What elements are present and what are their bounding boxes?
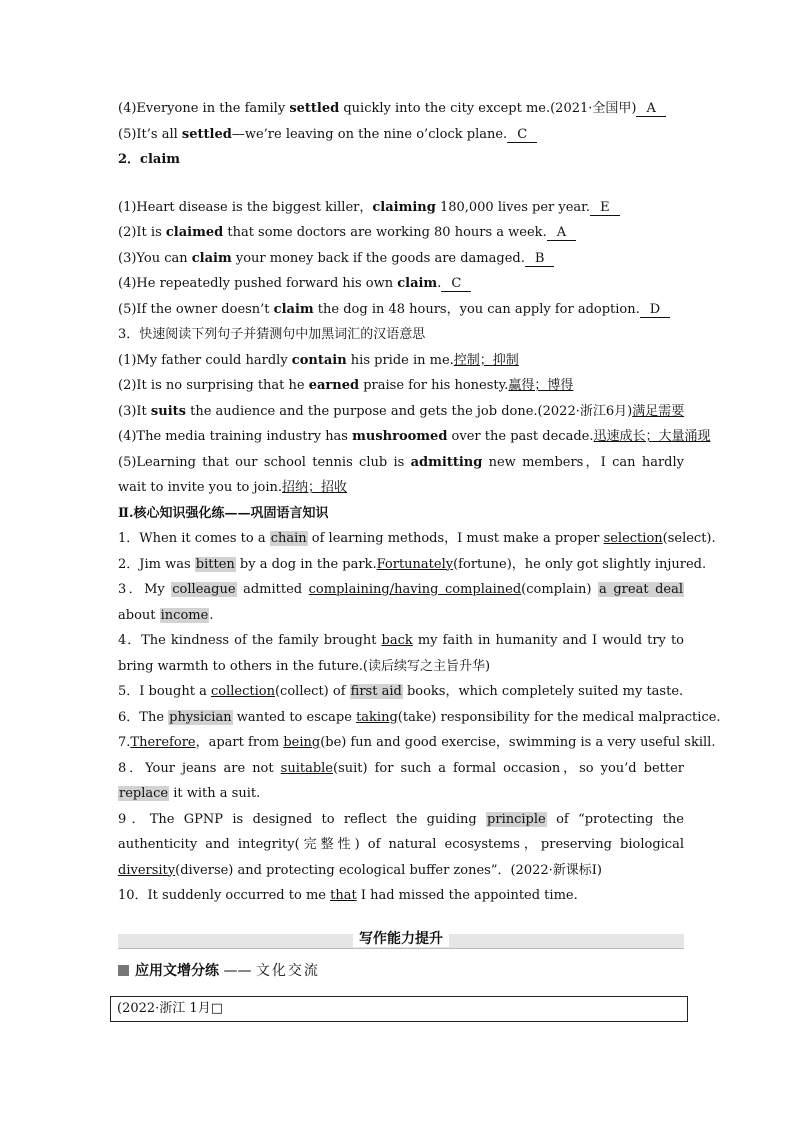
- answer: A: [636, 101, 665, 117]
- claim-item: (2)It is claimed that some doctors are working 80 hours a week. A: [118, 220, 684, 246]
- section-bar: [118, 928, 684, 949]
- section-bar-title: 写作能力提升: [353, 931, 449, 947]
- answer: 满足需要: [632, 403, 685, 419]
- answer: E: [590, 200, 620, 216]
- sentence-7: 7.Therefore，apart from being(be) fun and good exercise，swimming is a very useful skill.: [118, 735, 716, 750]
- sentence-1: 1．When it comes to a chain of learning methods，I must make a proper selection(select).: [118, 531, 716, 546]
- square-bullet-icon: [118, 965, 129, 976]
- sentence-9: 9．The GPNP is designed to reflect the guiding principle of “protecting the authenticity and integrity(完整性) of natural ecosystems，preserving biological diversity(diverse) and protecting ecological buffer zones”．(2022·新课标Ⅰ): [118, 811, 684, 878]
- sentence-2: 2．Jim was bitten by a dog in the park.Fortunately(fortune)，he only got slightly injured.: [118, 556, 707, 572]
- claim-item: (3)You can claim your money back if the goods are damaged. B: [118, 246, 684, 272]
- claim-item: (5)If the owner doesn’t claim the dog in 48 hours，you can apply for adoption. D: [118, 297, 684, 323]
- part2-heading: Ⅱ.核心知识强化练——巩固语言知识: [118, 505, 329, 521]
- settle-item: (4)Everyone in the family settled quickly into the city except me.(2021·全国甲) A: [118, 96, 684, 122]
- sentence-4: 4．The kindness of the family brought back my faith in humanity and I would try to bring warmth to others in the future.(读后续写之主旨升华): [118, 633, 684, 674]
- sentence-3: 3．My colleague admitted complaining/having complained(complain) a great deal about income.: [118, 582, 683, 623]
- answer: 控制；抑制: [453, 352, 519, 368]
- guess-item: (1)My father could hardly contain his pride in me.控制；抑制: [118, 348, 684, 374]
- answer: 赢得；博得: [508, 378, 574, 393]
- guess-exercise: [118, 348, 711, 501]
- guess-heading: 3．快速阅读下列句子并猜测句中加黑词汇的汉语意思: [118, 327, 426, 342]
- guess-item: (2)It is no surprising that he earned praise for his honesty.赢得；博得: [118, 373, 684, 399]
- guess-item: (4)The media training industry has mushroomed over the past decade.迅速成长；大量涌现: [118, 424, 684, 450]
- settle-exercise: [118, 96, 684, 147]
- answer: 迅速成长；大量涌现: [593, 429, 711, 444]
- answer: A: [547, 225, 576, 241]
- worksheet: [118, 96, 721, 909]
- subsection-heading: 应用文增分练 —— 文化交流: [118, 960, 320, 982]
- answer: C: [441, 276, 471, 292]
- sentence-8: 8．Your jeans are not suitable(suit) for such a formal occasion，so you’d better replace it with a suit.: [118, 760, 684, 801]
- answer: D: [640, 302, 670, 318]
- sentence-10: 10．It suddenly occurred to me that I had missed the appointed time.: [118, 888, 578, 903]
- claim-exercise: [118, 195, 684, 323]
- answer: 招纳；招收: [282, 480, 348, 495]
- claim-item: (1)Heart disease is the biggest killer，claiming 180,000 lives per year. E: [118, 195, 684, 221]
- sentence-6: 6．The physician wanted to escape taking(take) responsibility for the medical malpractice.: [118, 709, 721, 725]
- answer: B: [525, 251, 555, 267]
- claim-item: (4)He repeatedly pushed forward his own claim. C: [118, 271, 684, 297]
- guess-item: (3)It suits the audience and the purpose and gets the job done.(2022·浙江6月)满足需要: [118, 399, 684, 425]
- settle-item: (5)It’s all settled—we’re leaving on the nine o’clock plane. C: [118, 122, 684, 148]
- guess-item: (5)Learning that our school tennis club is admitting new members，I can hardly wait to invite you to join.招纳；招收: [118, 450, 684, 501]
- question-source-box: (2022·浙江 1月□: [110, 996, 688, 1022]
- claim-heading: 2．claim: [118, 152, 181, 167]
- sentence-5: 5．I bought a collection(collect) of first aid books，which completely suited my taste.: [118, 684, 684, 699]
- answer: C: [507, 127, 537, 143]
